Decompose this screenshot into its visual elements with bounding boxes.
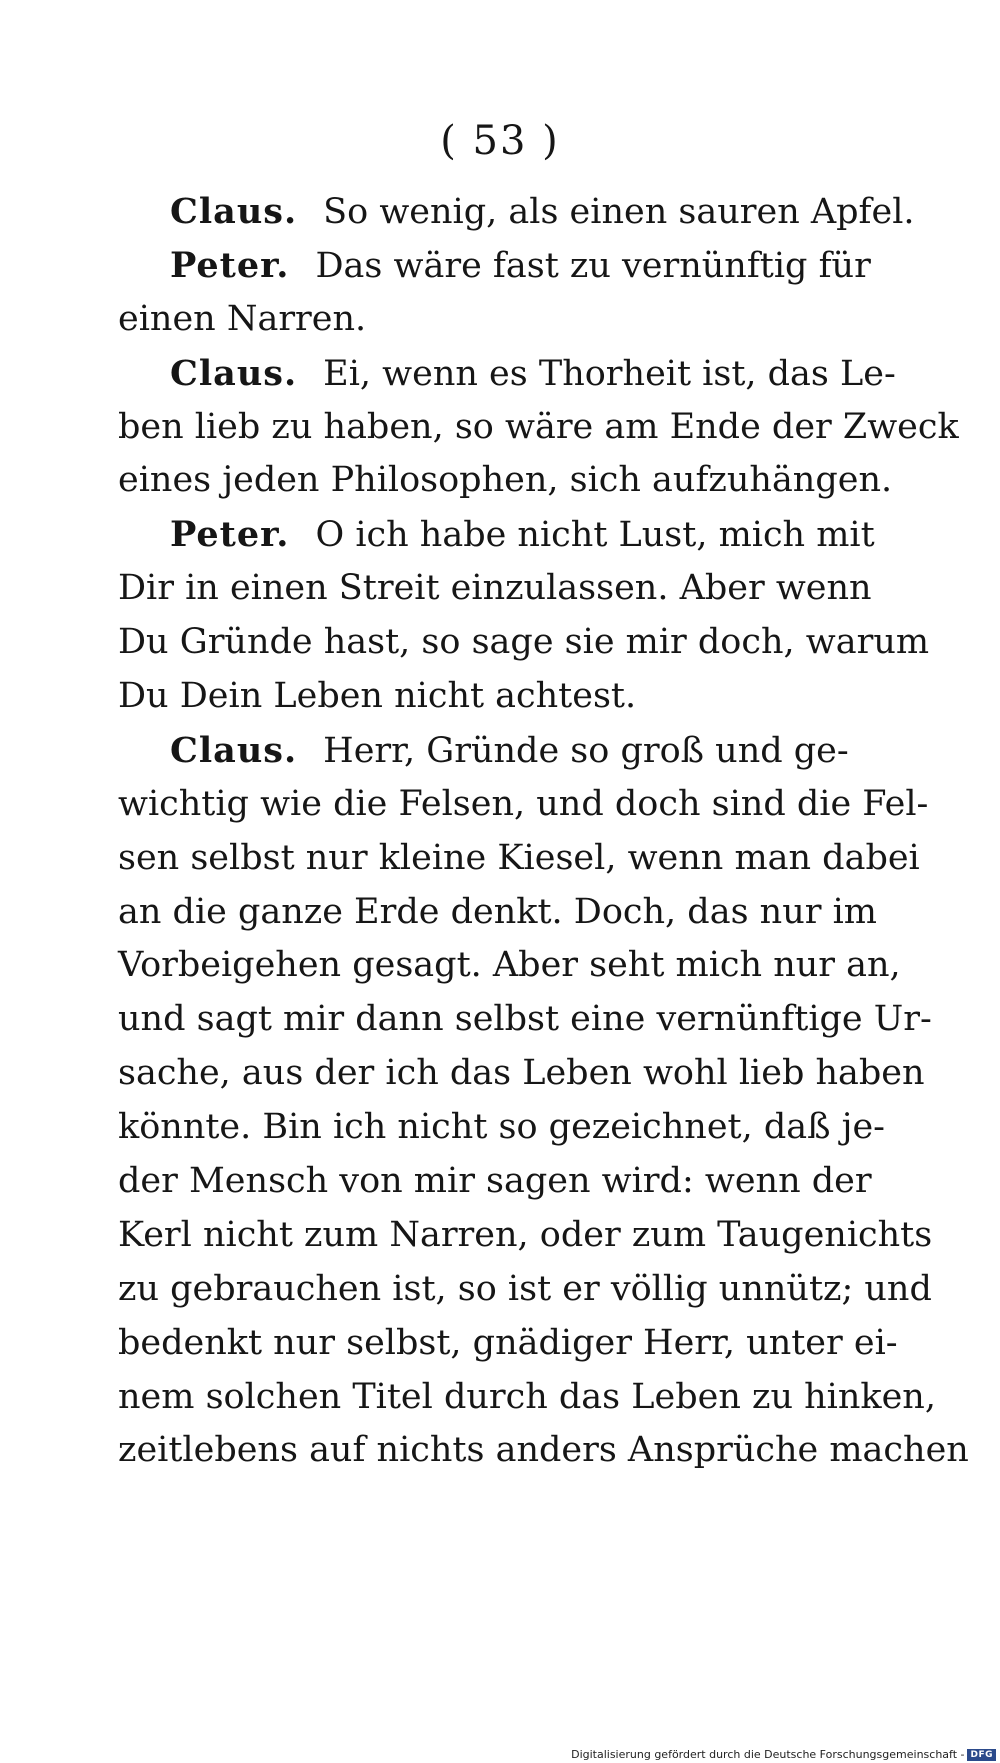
line-text: einen Narren. xyxy=(118,298,367,339)
speaker-name: Claus. xyxy=(170,729,298,771)
text-line xyxy=(118,993,932,1047)
line-text: wichtig wie die Felsen, und doch sind die Fel- xyxy=(118,783,929,824)
line-text: bedenkt nur selbst, gnädiger Herr, unter ei- xyxy=(118,1322,898,1363)
line-text: eines jeden Philosophen, sich aufzuhängen. xyxy=(118,460,893,501)
text-line xyxy=(118,670,848,724)
speaker-name: Peter. xyxy=(170,244,290,286)
line-text: könnte. Bin ich nicht so gezeichnet, daß je- xyxy=(118,1107,886,1148)
text-line xyxy=(118,293,848,347)
line-text: O ich habe nicht Lust, mich mit xyxy=(315,515,875,556)
text-line xyxy=(118,401,959,455)
line-text: Du Dein Leben nicht achtest. xyxy=(118,676,637,717)
line-text: sache, aus der ich das Leben wohl lieb haben xyxy=(118,1053,925,1094)
line-text: Du Gründe hast, so sage sie mir doch, warum xyxy=(118,622,930,663)
text-line xyxy=(118,508,875,562)
text-line xyxy=(118,616,930,670)
page-number: ( 53 ) xyxy=(440,118,560,164)
speaker-name: Claus. xyxy=(170,191,298,232)
line-text: zeitlebens auf nichts anders Ansprüche machen xyxy=(118,1430,969,1471)
line-text: der Mensch von mir sagen wird: wenn der xyxy=(118,1161,872,1202)
line-text: zu gebrauchen ist, so ist er völlig unnütz; und xyxy=(118,1268,932,1309)
text-line xyxy=(118,778,929,832)
footer-text: Digitalisierung gefördert durch die Deutsche Forschungsgemeinschaft - xyxy=(571,1748,965,1761)
text-line xyxy=(118,886,877,940)
text-line xyxy=(118,1101,886,1155)
line-text: Herr, Gründe so groß und ge- xyxy=(323,730,849,771)
text-line xyxy=(118,1371,936,1425)
line-text: sen selbst nur kleine Kiesel, wenn man dabei xyxy=(118,837,920,878)
digitization-footer xyxy=(571,1748,996,1761)
text-line xyxy=(118,1209,933,1263)
speaker-name: Claus. xyxy=(170,352,298,394)
text-line xyxy=(118,1047,925,1101)
line-text: Vorbeigehen gesagt. Aber seht mich nur an, xyxy=(118,945,901,986)
line-text: So wenig, als einen sauren Apfel. xyxy=(323,192,915,232)
speaker-name: Peter. xyxy=(170,514,290,556)
line-text: und sagt mir dann selbst eine vernünftige Ur- xyxy=(118,999,932,1040)
text-line xyxy=(118,1263,932,1317)
line-text: Kerl nicht zum Narren, oder zum Taugenichts xyxy=(118,1214,933,1255)
dfg-logo: DFG xyxy=(967,1749,996,1761)
line-text: Das wäre fast zu vernünftig für xyxy=(315,245,871,286)
text-line xyxy=(118,1424,969,1478)
text-line xyxy=(118,185,915,239)
text-block xyxy=(118,185,969,1478)
text-line xyxy=(118,939,901,993)
text-line xyxy=(118,347,896,401)
text-line xyxy=(118,1155,872,1209)
line-text: Ei, wenn es Thorheit ist, das Le- xyxy=(323,353,896,394)
text-line xyxy=(118,724,848,778)
text-line xyxy=(118,1317,898,1371)
text-line xyxy=(118,832,920,886)
text-line xyxy=(118,562,872,616)
line-text: Dir in einen Streit einzulassen. Aber wenn xyxy=(118,568,872,609)
text-line xyxy=(118,454,893,508)
line-text: ben lieb zu haben, so wäre am Ende der Zweck xyxy=(118,406,959,447)
text-line xyxy=(118,239,871,293)
line-text: nem solchen Titel durch das Leben zu hinken, xyxy=(118,1376,936,1417)
line-text: an die ganze Erde denkt. Doch, das nur im xyxy=(118,891,877,932)
